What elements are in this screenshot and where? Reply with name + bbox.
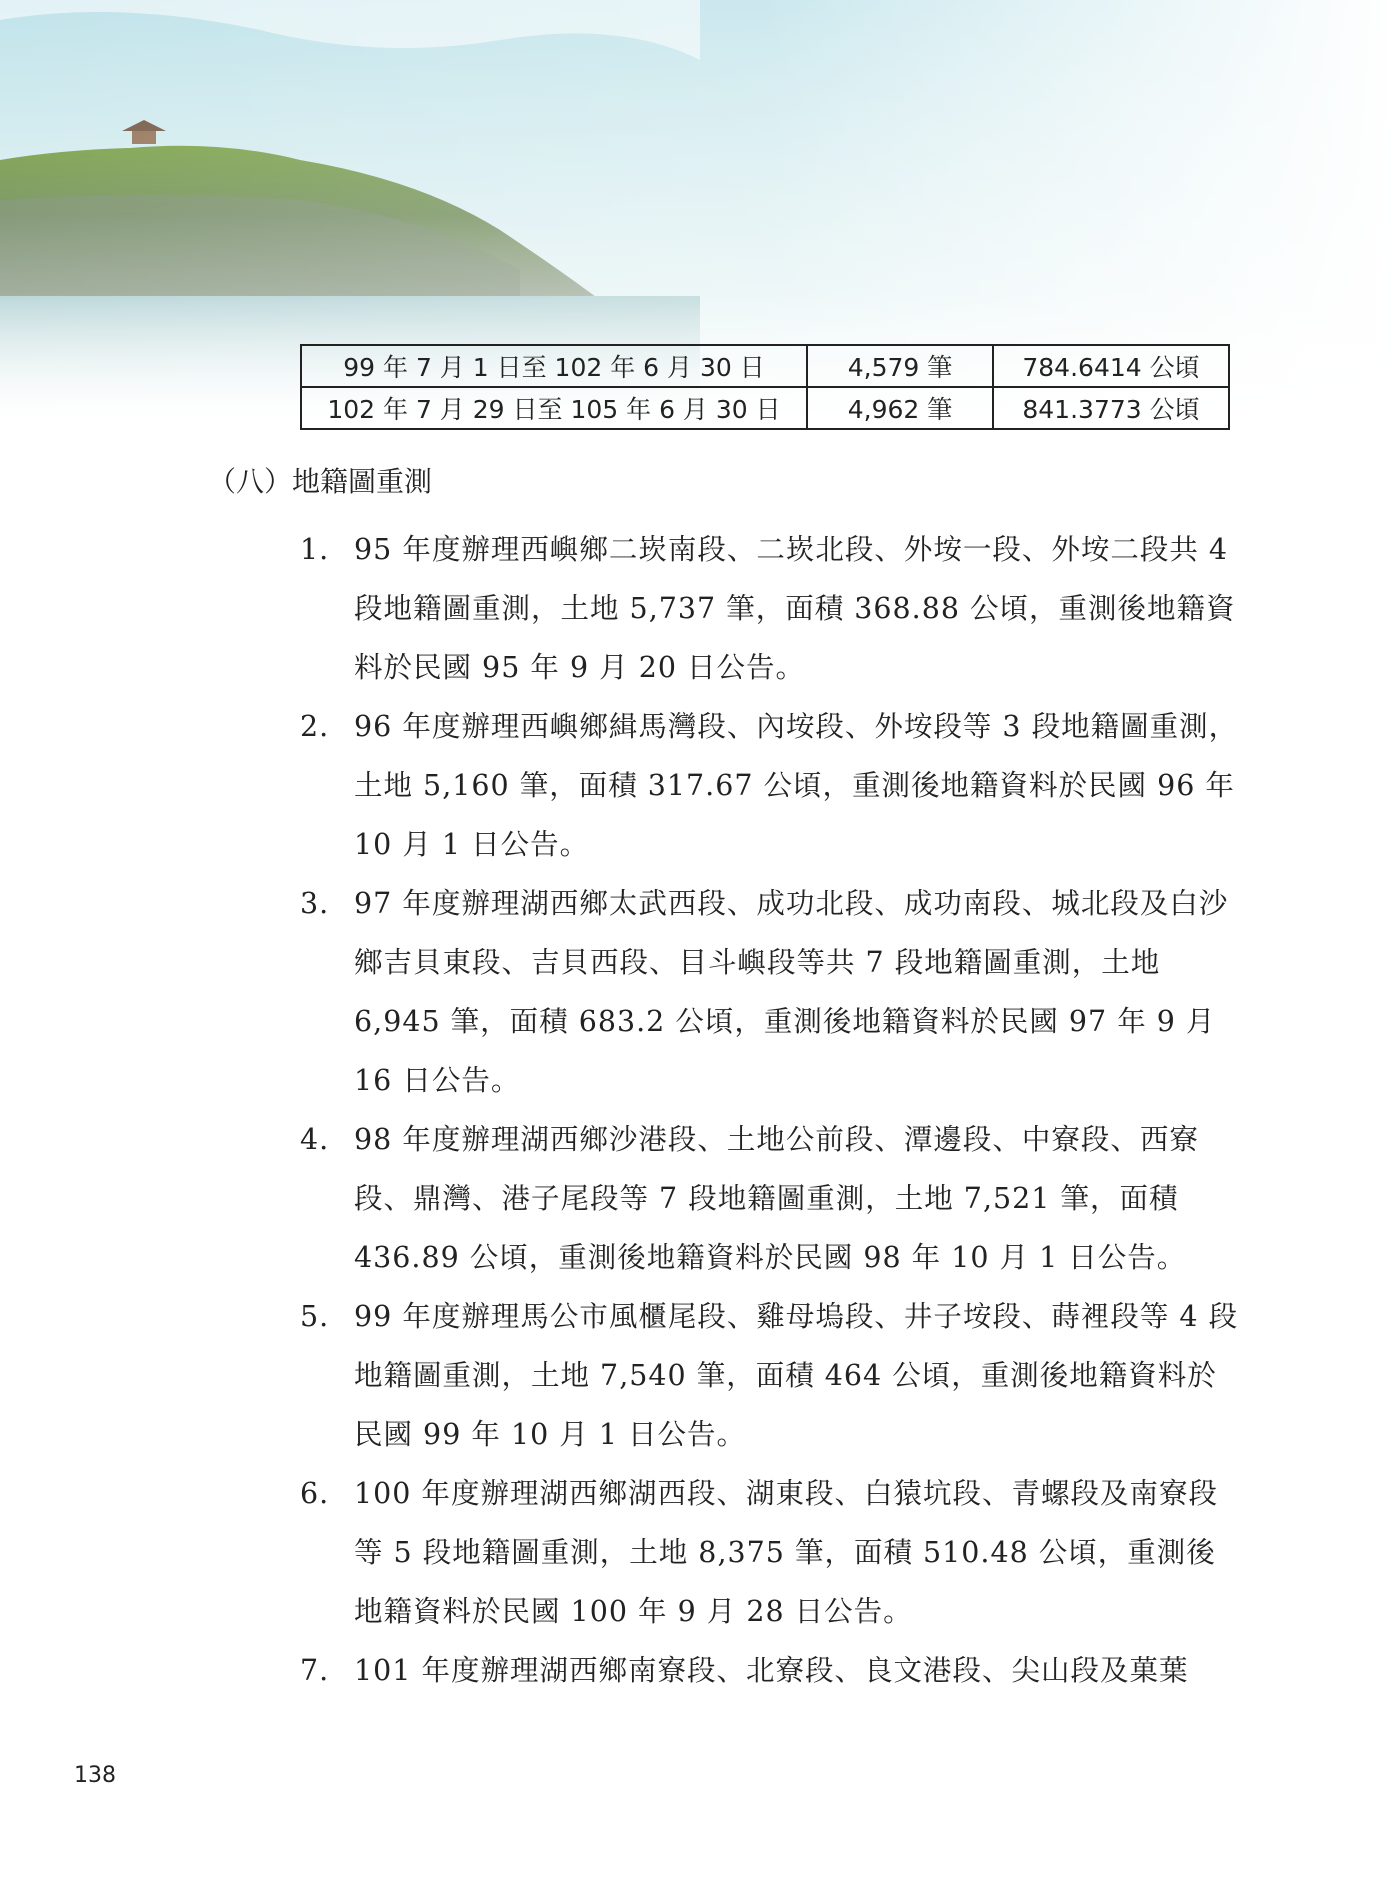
section-heading: （八）地籍圖重測 bbox=[208, 465, 433, 498]
item-text: 99 年度辦理馬公市風櫃尾段、雞母塢段、井子垵段、蒔裡段等 4 段地籍圖重測，土地 7,540 筆，面積 464 公頃，重測後地籍資料於民國 99 年 10 月 1 日公告。 bbox=[354, 1300, 1239, 1451]
area-cell: 841.3773 公頃 bbox=[993, 387, 1229, 429]
item-text: 100 年度辦理湖西鄉湖西段、湖東段、白猿坑段、青螺段及南寮段等 5 段地籍圖重測，土地 8,375 筆，面積 510.48 公頃，重測後地籍資料於民國 100 年 9 月 28 日公告。 bbox=[354, 1477, 1218, 1628]
list-item bbox=[300, 1287, 1240, 1464]
list-item bbox=[300, 1110, 1240, 1287]
list-item bbox=[300, 874, 1240, 1110]
count-cell: 4,579 筆 bbox=[807, 345, 993, 387]
numbered-list bbox=[300, 520, 1240, 1700]
item-number: 3. bbox=[300, 887, 330, 920]
item-text: 101 年度辦理湖西鄉南寮段、北寮段、良文港段、尖山段及菓葉 bbox=[354, 1654, 1189, 1687]
count-cell: 4,962 筆 bbox=[807, 387, 993, 429]
item-number: 6. bbox=[300, 1477, 330, 1510]
list-item bbox=[300, 697, 1240, 874]
item-text: 98 年度辦理湖西鄉沙港段、土地公前段、潭邊段、中寮段、西寮段、鼎灣、港子尾段等 7 段地籍圖重測，土地 7,521 筆，面積 436.89 公頃，重測後地籍資料於民國 98 年 10 月 1 日公告。 bbox=[354, 1123, 1199, 1274]
item-text: 95 年度辦理西嶼鄉二崁南段、二崁北段、外垵一段、外垵二段共 4 段地籍圖重測，土地 5,737 筆，面積 368.88 公頃，重測後地籍資料於民國 95 年 9 月 20 日公告。 bbox=[354, 533, 1236, 684]
summary-table bbox=[300, 344, 1230, 430]
period-cell: 99 年 7 月 1 日至 102 年 6 月 30 日 bbox=[301, 345, 807, 387]
item-number: 7. bbox=[300, 1654, 330, 1687]
item-text: 96 年度辦理西嶼鄉緝馬灣段、內垵段、外垵段等 3 段地籍圖重測，土地 5,160 筆，面積 317.67 公頃，重測後地籍資料於民國 96 年 10 月 1 日公告。 bbox=[354, 710, 1239, 861]
item-number: 5. bbox=[300, 1300, 330, 1333]
item-number: 1. bbox=[300, 533, 330, 566]
area-cell: 784.6414 公頃 bbox=[993, 345, 1229, 387]
item-number: 2. bbox=[300, 710, 330, 743]
page-number: 138 bbox=[74, 1763, 116, 1788]
list-item bbox=[300, 1641, 1240, 1700]
list-item bbox=[300, 1464, 1240, 1641]
table-row bbox=[301, 387, 1229, 429]
period-cell: 102 年 7 月 29 日至 105 年 6 月 30 日 bbox=[301, 387, 807, 429]
item-text: 97 年度辦理湖西鄉太武西段、成功北段、成功南段、城北段及白沙鄉吉貝東段、吉貝西段、目斗嶼段等共 7 段地籍圖重測，土地 6,945 筆，面積 683.2 公頃，重測後地籍資料於民國 97 年 9 月 16 日公告。 bbox=[354, 887, 1229, 1097]
table-row bbox=[301, 345, 1229, 387]
item-number: 4. bbox=[300, 1123, 330, 1156]
list-item bbox=[300, 520, 1240, 697]
